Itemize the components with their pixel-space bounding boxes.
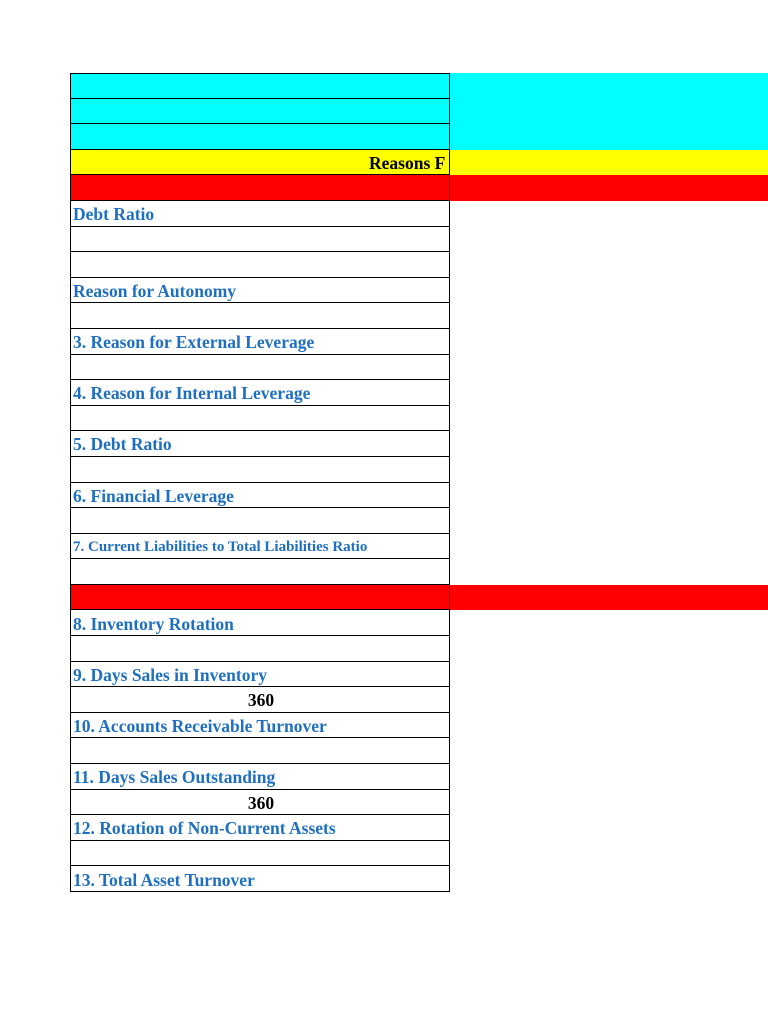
header-cell-1[interactable] [70,73,450,99]
header-band-3[interactable] [70,124,768,150]
days-sales-outstanding-value: 360 [247,792,275,813]
debt-ratio-5-label: 5. Debt Ratio [73,434,172,455]
header-cell-2[interactable] [70,99,450,125]
row-empty-10[interactable] [70,738,768,764]
section-band-activity[interactable] [70,585,768,611]
cell-current-liabilities[interactable] [70,534,450,560]
cell-empty-1[interactable] [70,227,450,253]
row-current-liabilities[interactable] [70,534,768,560]
cell-days-sales-inventory[interactable] [70,662,450,688]
row-empty-2[interactable] [70,252,768,278]
cell-debt-ratio-5[interactable] [70,431,450,457]
cell-total-asset-turnover[interactable] [70,866,450,892]
ar-turnover-label: 10. Accounts Receivable Turnover [73,715,327,736]
cell-days-sales-outstanding[interactable] [70,764,450,790]
row-empty-8[interactable] [70,559,768,585]
row-total-asset-turnover[interactable] [70,866,768,892]
cell-empty-7[interactable] [70,508,450,534]
cell-empty-2[interactable] [70,252,450,278]
row-internal-leverage[interactable] [70,380,768,406]
row-empty-4[interactable] [70,355,768,381]
row-debt-ratio-5[interactable] [70,431,768,457]
title-clip [70,150,455,176]
section-cell-leverage[interactable] [70,175,450,201]
non-current-assets-label: 12. Rotation of Non-Current Assets [73,818,336,839]
header-band-2[interactable] [70,99,768,125]
cell-inventory-rotation[interactable] [70,610,450,636]
external-leverage-label: 3. Reason for External Leverage [73,332,315,353]
row-empty-11[interactable] [70,841,768,867]
sheet-title: Reasons F [369,152,446,173]
row-empty-1[interactable] [70,227,768,253]
cell-empty-3[interactable] [70,303,450,329]
cell-autonomy[interactable] [70,278,450,304]
row-financial-leverage[interactable] [70,483,768,509]
inventory-rotation-label: 8. Inventory Rotation [73,613,234,634]
cell-ar-turnover[interactable] [70,713,450,739]
row-empty-5[interactable] [70,406,768,432]
cell-non-current-assets[interactable] [70,815,450,841]
debt-ratio-label: Debt Ratio [73,204,155,225]
cell-empty-6[interactable] [70,457,450,483]
row-empty-3[interactable] [70,303,768,329]
row-empty-6[interactable] [70,457,768,483]
row-days-sales-inventory[interactable] [70,662,768,688]
cell-internal-leverage[interactable] [70,380,450,406]
header-cell-3[interactable] [70,124,450,150]
cell-debt-ratio[interactable] [70,201,450,227]
row-empty-9[interactable] [70,636,768,662]
row-inventory-rotation[interactable] [70,610,768,636]
autonomy-label: Reason for Autonomy [73,280,237,301]
cell-days-sales-inventory-value[interactable] [70,687,450,713]
row-external-leverage[interactable] [70,329,768,355]
cell-empty-8[interactable] [70,559,450,585]
cell-empty-9[interactable] [70,636,450,662]
row-days-sales-outstanding[interactable] [70,764,768,790]
header-band-1[interactable] [70,73,768,99]
row-non-current-assets[interactable] [70,815,768,841]
cell-empty-4[interactable] [70,355,450,381]
row-debt-ratio[interactable] [70,201,768,227]
internal-leverage-label: 4. Reason for Internal Leverage [73,383,311,404]
financial-leverage-label: 6. Financial Leverage [73,485,234,506]
title-band[interactable] [70,150,768,176]
row-empty-7[interactable] [70,508,768,534]
row-days-sales-outstanding-value[interactable] [70,790,768,816]
cell-empty-11[interactable] [70,841,450,867]
cell-external-leverage[interactable] [70,329,450,355]
cell-empty-10[interactable] [70,738,450,764]
row-autonomy[interactable] [70,278,768,304]
cell-financial-leverage[interactable] [70,483,450,509]
days-sales-outstanding-label: 11. Days Sales Outstanding [73,767,276,788]
row-days-sales-inventory-value[interactable] [70,687,768,713]
section-cell-activity[interactable] [70,585,450,611]
cell-empty-5[interactable] [70,406,450,432]
cell-days-sales-outstanding-value[interactable] [70,790,450,816]
total-asset-turnover-label: 13. Total Asset Turnover [73,869,255,890]
days-sales-inventory-value: 360 [247,690,275,711]
current-liabilities-label: 7. Current Liabilities to Total Liabilities Ratio [73,539,368,556]
spreadsheet [70,73,768,892]
section-band-leverage[interactable] [70,175,768,201]
row-ar-turnover[interactable] [70,713,768,739]
days-sales-inventory-label: 9. Days Sales in Inventory [73,664,267,685]
